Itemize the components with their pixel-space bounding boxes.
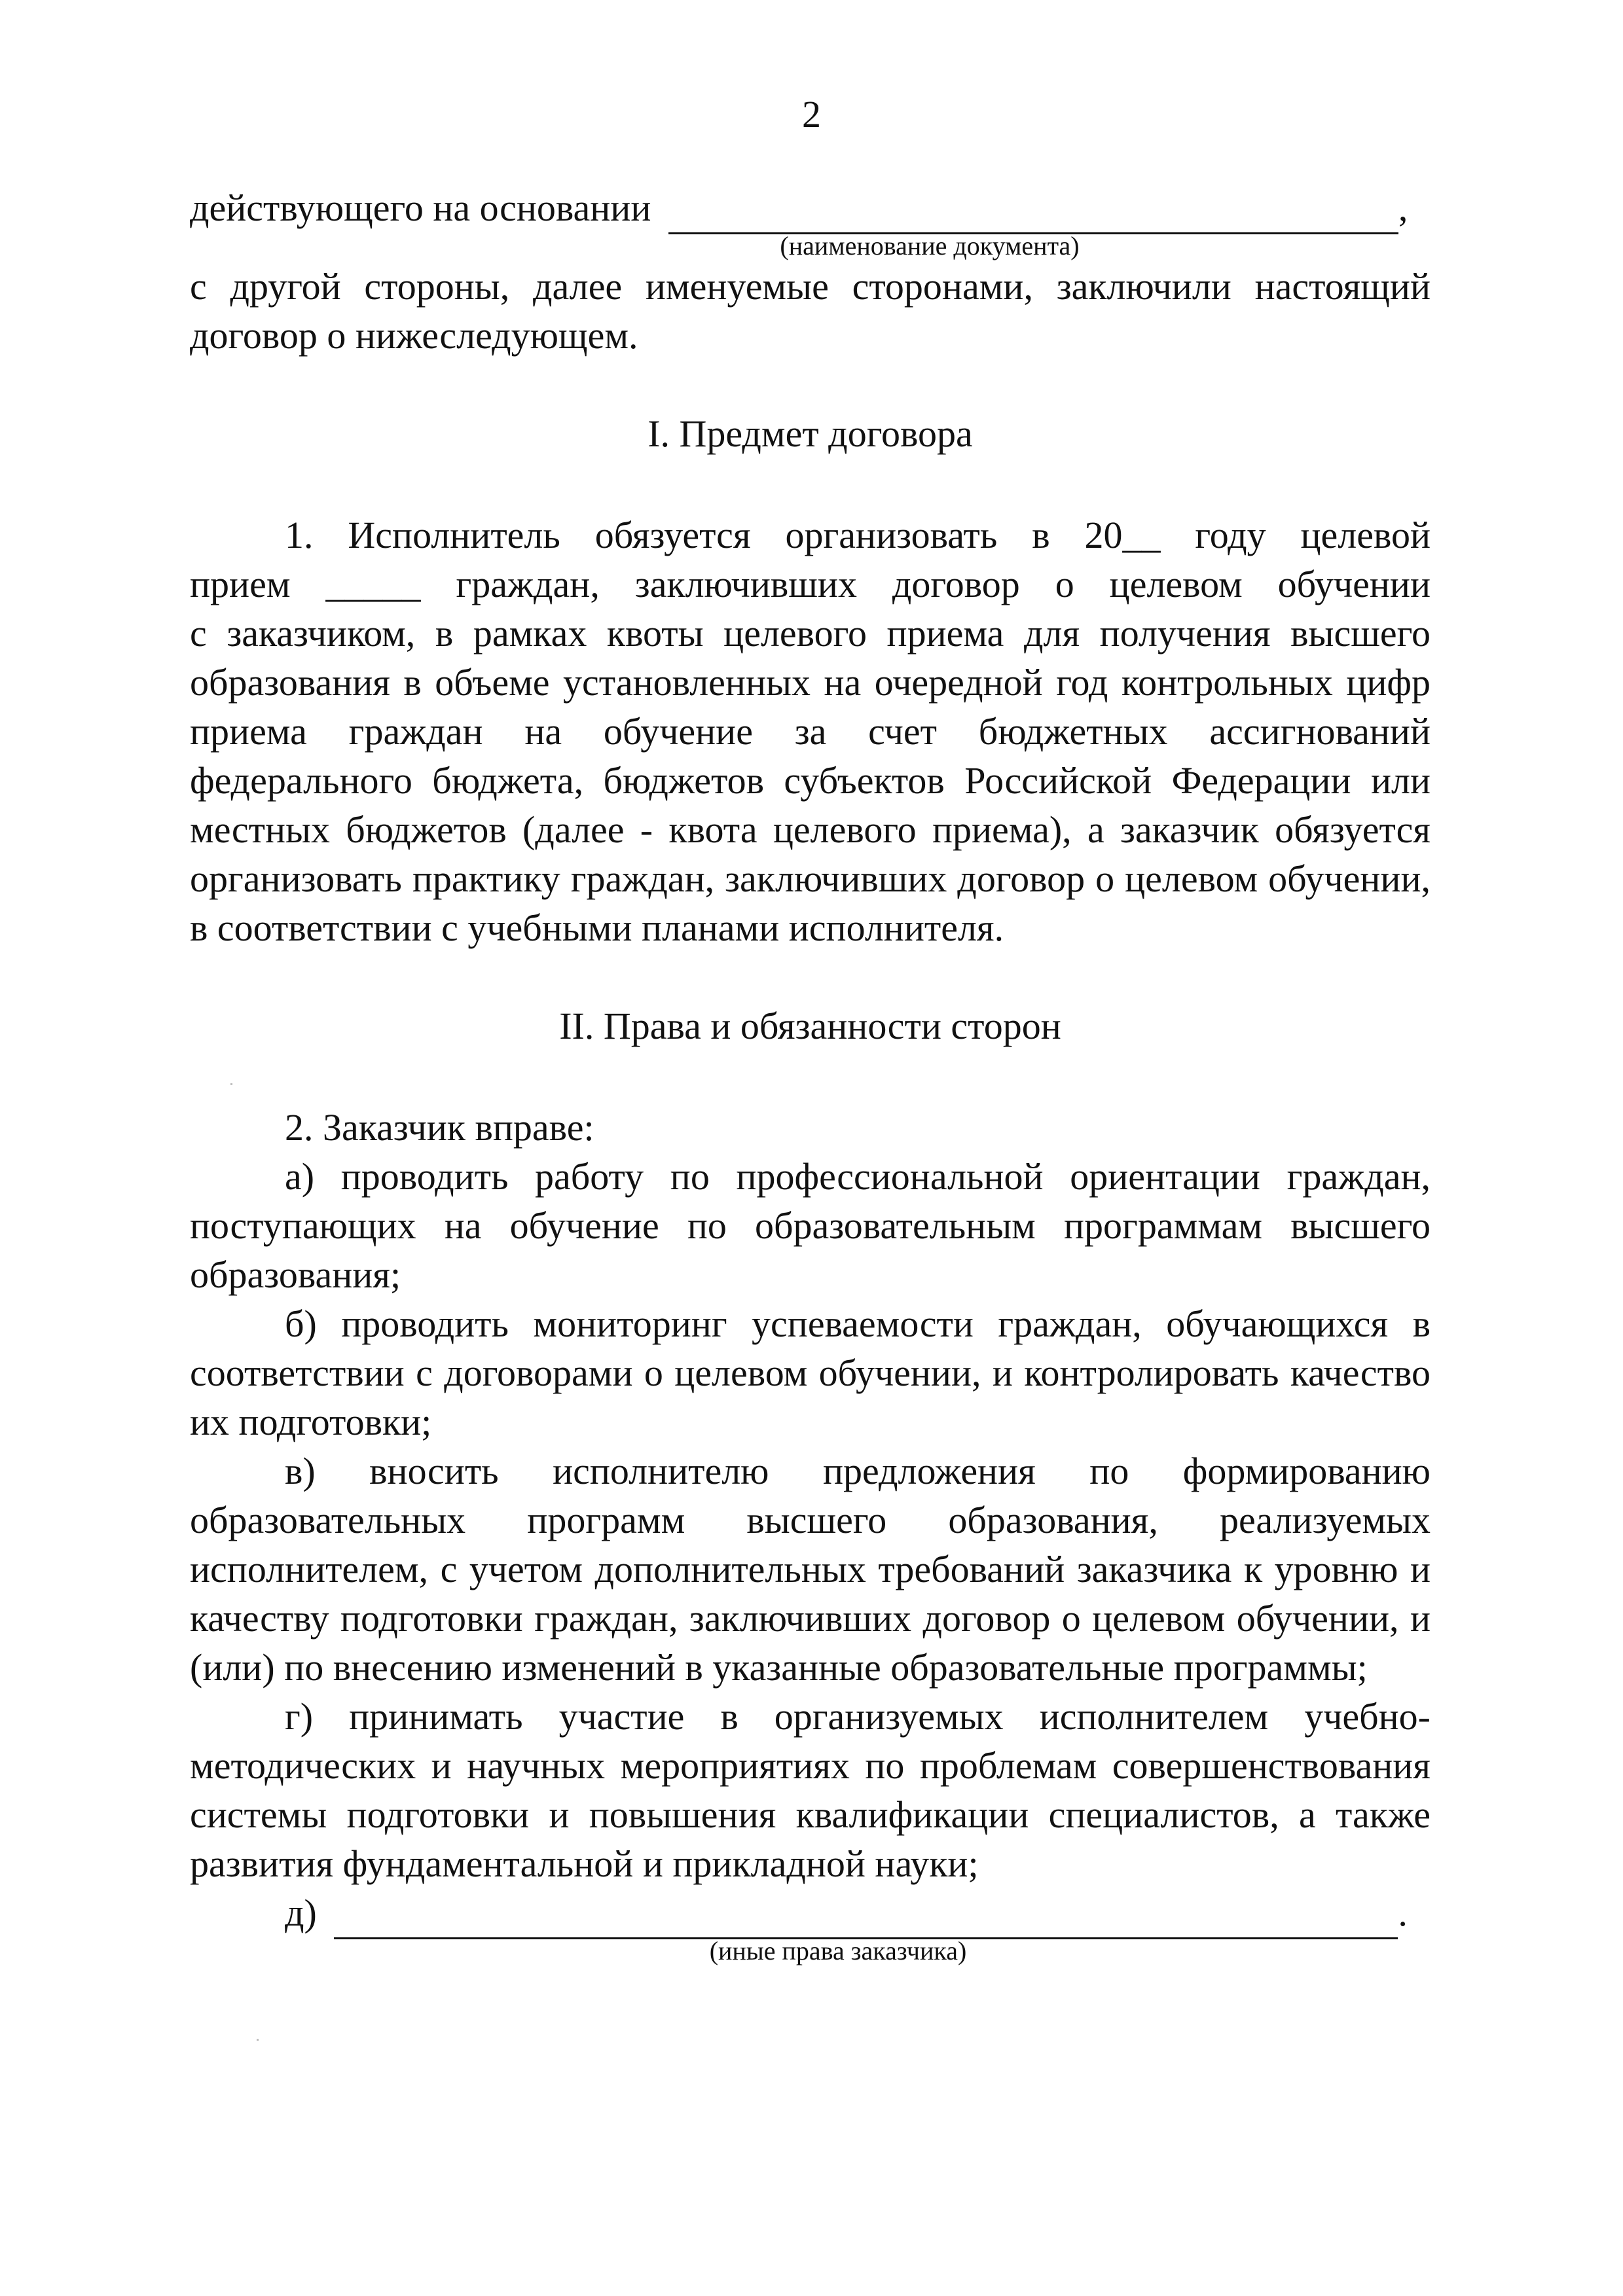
item-d-line (190, 1888, 1431, 1939)
basis-line (190, 183, 1431, 234)
scan-speck (257, 2039, 259, 2041)
scan-speck (230, 1083, 232, 1085)
basis-caption: (наименование документа) (780, 231, 1080, 260)
p1-line1-text: Исполнитель обязуется организовать в 20__ году целевой (348, 514, 1431, 556)
p1-rest: с заказчиком, в рамках квоты целевого приема для получения высшего образования в объеме установленных на очередной год контрольных цифр приема граждан на обучение за счет бюджетных ассигнований федерального бюджета, бюджетов субъектов Российской Федерации или местных бюджетов (далее - квота целевого приема), а заказчик обязуется организовать практику граждан, заключивших договор о целевом обучении, в соответствии с учебными планами исполнителя. (190, 612, 1431, 949)
item-d-blank (334, 1888, 1398, 1939)
page-number: 2 (802, 93, 821, 135)
section-2-title: II. Права и обязанности сторон (559, 1005, 1061, 1047)
item-a: а) проводить работу по профессиональной ориентации граждан, поступающих на обучение по образовательным программам высшего образования; (190, 1155, 1431, 1296)
p1-line2-start: прием (190, 563, 291, 605)
item-v: в) вносить исполнителю предложения по формированию образовательных программ высшего образования, реализуемых исполнителем, с учетом дополнительных требований заказчика к уровню и качеству подготовки граждан, заключивших договор о целевом обучении, и (или) по внесению изменений в указанные образовательные программы; (190, 1450, 1431, 1689)
basis-blank (668, 183, 1398, 234)
item-b: б) проводить мониторинг успеваемости граждан, обучающихся в соответствии с договорами о целевом обучении, и контролировать качество их подготовки; (190, 1302, 1431, 1443)
p2-intro: 2. Заказчик вправе: (285, 1106, 594, 1149)
p1-line2-blank: _____ (325, 563, 421, 605)
item-d-caption: (иные права заказчика) (709, 1936, 967, 1965)
p1-line1 (190, 511, 1431, 560)
section-1-title: I. Предмет договора (647, 412, 973, 455)
parties-paragraph: с другой стороны, далее именуемые сторонами, заключили настоящий договор о нижеследующем. (190, 265, 1431, 357)
item-d-trailing: . (1398, 1892, 1408, 1934)
basis-label: действующего на основании (190, 187, 651, 229)
basis-trailing: , (1398, 187, 1408, 229)
p1-line2 (190, 560, 1431, 609)
p1-line2-end: граждан, заключивших договор о целевом обучении (456, 563, 1431, 605)
item-g: г) принимать участие в организуемых исполнителем учебно-методических и научных мероприятиях по проблемам совершенствования системы подготовки и повышения квалификации специалистов, а также развития фундаментальной и прикладной науки; (190, 1695, 1431, 1885)
item-d-label: д) (285, 1892, 317, 1934)
p1-number: 1. (285, 514, 314, 556)
